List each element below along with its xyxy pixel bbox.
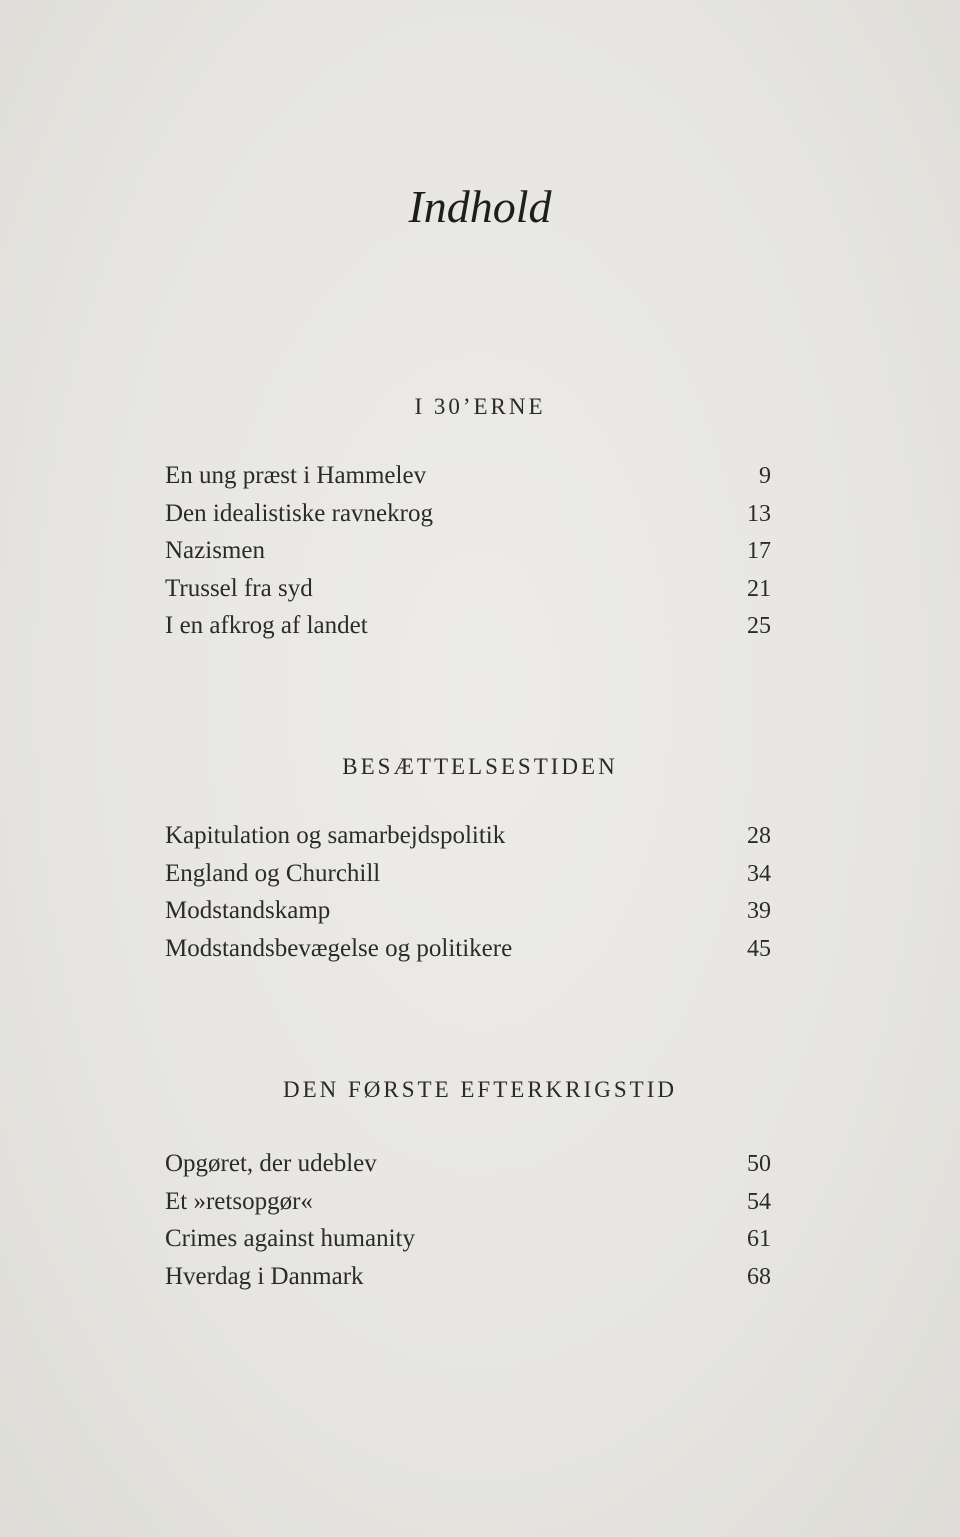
toc-entry-page: 45 (747, 935, 771, 962)
toc-entry-title: I en afkrog af landet (165, 612, 368, 639)
toc-entry-title: Et »retsopgør« (165, 1187, 313, 1215)
toc-entry (165, 1263, 771, 1301)
toc-list (165, 822, 771, 972)
toc-entry (165, 462, 771, 500)
toc-entry-title: Nazismen (165, 537, 265, 564)
toc-entry (165, 537, 771, 575)
toc-entry-title: Crimes against humanity (165, 1225, 415, 1252)
toc-entry (165, 612, 771, 650)
toc-entry-title: Den idealistiske ravnekrog (165, 499, 433, 527)
toc-entry-title: Hverdag i Danmark (165, 1262, 364, 1290)
toc-entry-page: 61 (747, 1226, 771, 1252)
toc-entry-title: Kapitulation og samarbejdspolitik (165, 822, 506, 849)
toc-entry-page: 25 (747, 613, 771, 639)
toc-entry (165, 860, 771, 898)
toc-entry-page: 34 (747, 860, 771, 887)
section-heading: BESÆTTELSESTIDEN (342, 754, 618, 779)
page-title: Indhold (408, 181, 552, 232)
section-heading: I 30’ERNE (414, 394, 546, 419)
toc-entry-page: 28 (747, 823, 771, 849)
toc-entry-title: Modstandsbevægelse og politikere (165, 934, 513, 962)
toc-list (165, 1150, 771, 1300)
section-heading: DEN FØRSTE EFTERKRIGSTID (282, 1077, 677, 1102)
toc-entry-page: 21 (747, 575, 771, 602)
toc-entry (165, 575, 771, 613)
toc-entry-title: England og Churchill (165, 859, 381, 887)
toc-entry-title: Opgøret, der udeblev (165, 1150, 377, 1177)
toc-entry-page: 39 (747, 898, 771, 924)
toc-entry (165, 897, 771, 935)
toc-entry (165, 935, 771, 973)
toc-entry (165, 1188, 771, 1226)
toc-entry-page: 9 (759, 463, 771, 489)
toc-entry-title: En ung præst i Hammelev (165, 462, 427, 489)
toc-entry-page: 17 (747, 538, 771, 564)
toc-entry (165, 1150, 771, 1188)
toc-entry-page: 13 (747, 500, 771, 527)
toc-list (165, 462, 771, 650)
toc-entry-page: 54 (747, 1188, 771, 1215)
toc-entry (165, 822, 771, 860)
toc-entry-title: Trussel fra syd (165, 574, 313, 602)
toc-entry-page: 50 (747, 1151, 771, 1177)
toc-entry (165, 500, 771, 538)
toc-entry-page: 68 (747, 1263, 771, 1290)
toc-entry-title: Modstandskamp (165, 897, 331, 924)
toc-entry (165, 1225, 771, 1263)
